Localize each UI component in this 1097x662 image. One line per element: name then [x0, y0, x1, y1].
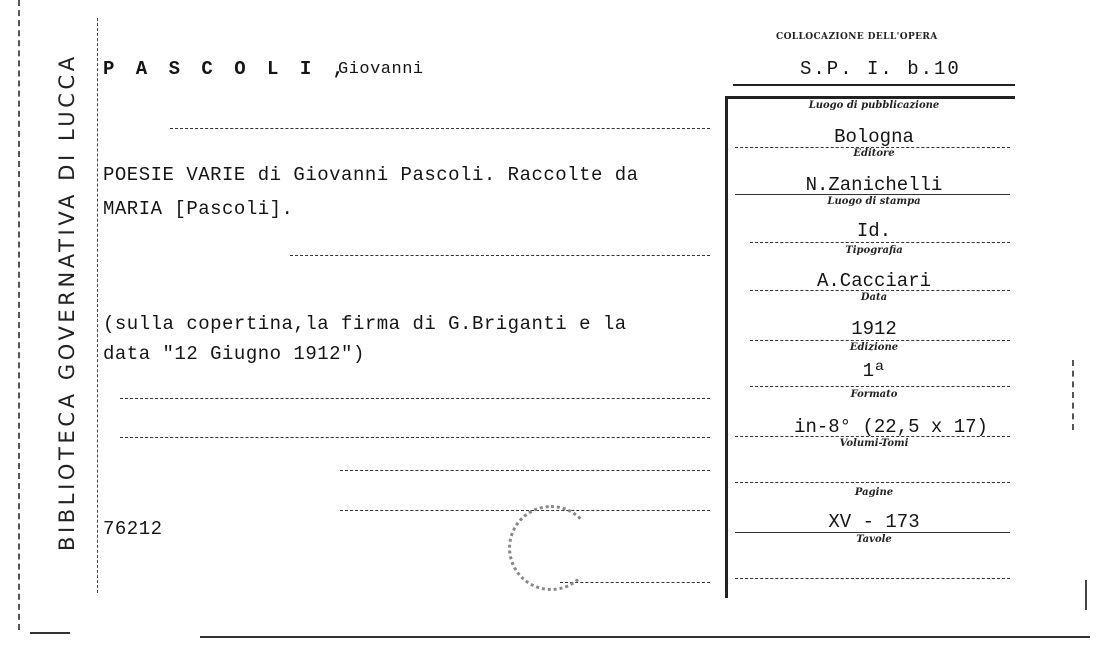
inventory-number: 76212 — [103, 518, 163, 540]
value-formato: in-8° (22,5 x 17) — [794, 416, 988, 438]
label-tavole: Tavole — [856, 534, 892, 545]
rule-line — [750, 290, 1010, 291]
catalog-panel-top-border — [725, 96, 1015, 99]
shelfmark-value: S.P. I. b.10 — [800, 58, 961, 80]
label-data: Data — [860, 292, 888, 303]
rule-line — [340, 470, 710, 471]
right-edge-mark — [1072, 360, 1074, 430]
shelfmark-underline — [733, 84, 1015, 86]
author-surname: P A S C O L I , — [103, 58, 350, 80]
label-luogo-pubblicazione: Luogo di pubblicazione — [808, 100, 940, 111]
rule-line — [340, 510, 710, 511]
title-line-1: POESIE VARIE di Giovanni Pascoli. Raccolte da — [103, 164, 639, 186]
label-luogo-stampa: Luogo di stampa — [827, 196, 921, 207]
value-tipografia: A.Cacciari — [816, 270, 932, 292]
value-data: 1912 — [851, 318, 897, 340]
bottom-border-line — [200, 636, 1090, 638]
note-line-2: data "12 Giugno 1912") — [103, 343, 365, 365]
label-tipografia: Tipografia — [845, 245, 903, 256]
value-edizione: 1ª — [862, 360, 886, 382]
title-line-2: MARIA [Pascoli]. — [103, 198, 294, 220]
left-border-line — [18, 0, 20, 630]
value-editore: N.Zanichelli — [805, 174, 943, 196]
rule-line — [735, 578, 1010, 579]
rule-line — [735, 194, 1010, 195]
card-left-margin-line — [97, 18, 98, 593]
author-given-name: Giovanni — [338, 60, 424, 79]
rule-line — [735, 482, 1010, 483]
value-pagine: XV - 173 — [828, 511, 920, 533]
shelfmark-header: COLLOCAZIONE DELL'OPERA — [776, 32, 938, 42]
label-pagine: Pagine — [854, 487, 894, 498]
rule-line — [120, 437, 710, 438]
value-luogo-stampa: Id. — [856, 220, 892, 242]
rule-line — [750, 340, 1010, 341]
stamp-mark — [508, 505, 594, 591]
rule-line — [750, 386, 1010, 387]
rule-line — [735, 436, 1010, 437]
right-edge-mark — [1085, 580, 1087, 610]
value-luogo-pubblicazione: Bologna — [834, 126, 914, 148]
rule-line — [560, 582, 710, 583]
library-name: BIBLIOTECA GOVERNATIVA DI LUCCA — [55, 53, 79, 551]
rule-line — [750, 242, 1010, 243]
label-editore: Editore — [853, 148, 895, 159]
label-formato: Formato — [850, 389, 898, 400]
label-edizione: Edizione — [849, 342, 899, 353]
rule-line — [735, 532, 1010, 533]
bottom-border-line-left — [30, 632, 70, 634]
rule-line — [120, 398, 710, 399]
note-line-1: (sulla copertina,la firma di G.Briganti e la — [103, 313, 627, 335]
rule-line — [290, 255, 710, 256]
label-volumi-tomi: Volumi-Tomi — [839, 438, 909, 449]
rule-line — [170, 128, 710, 129]
